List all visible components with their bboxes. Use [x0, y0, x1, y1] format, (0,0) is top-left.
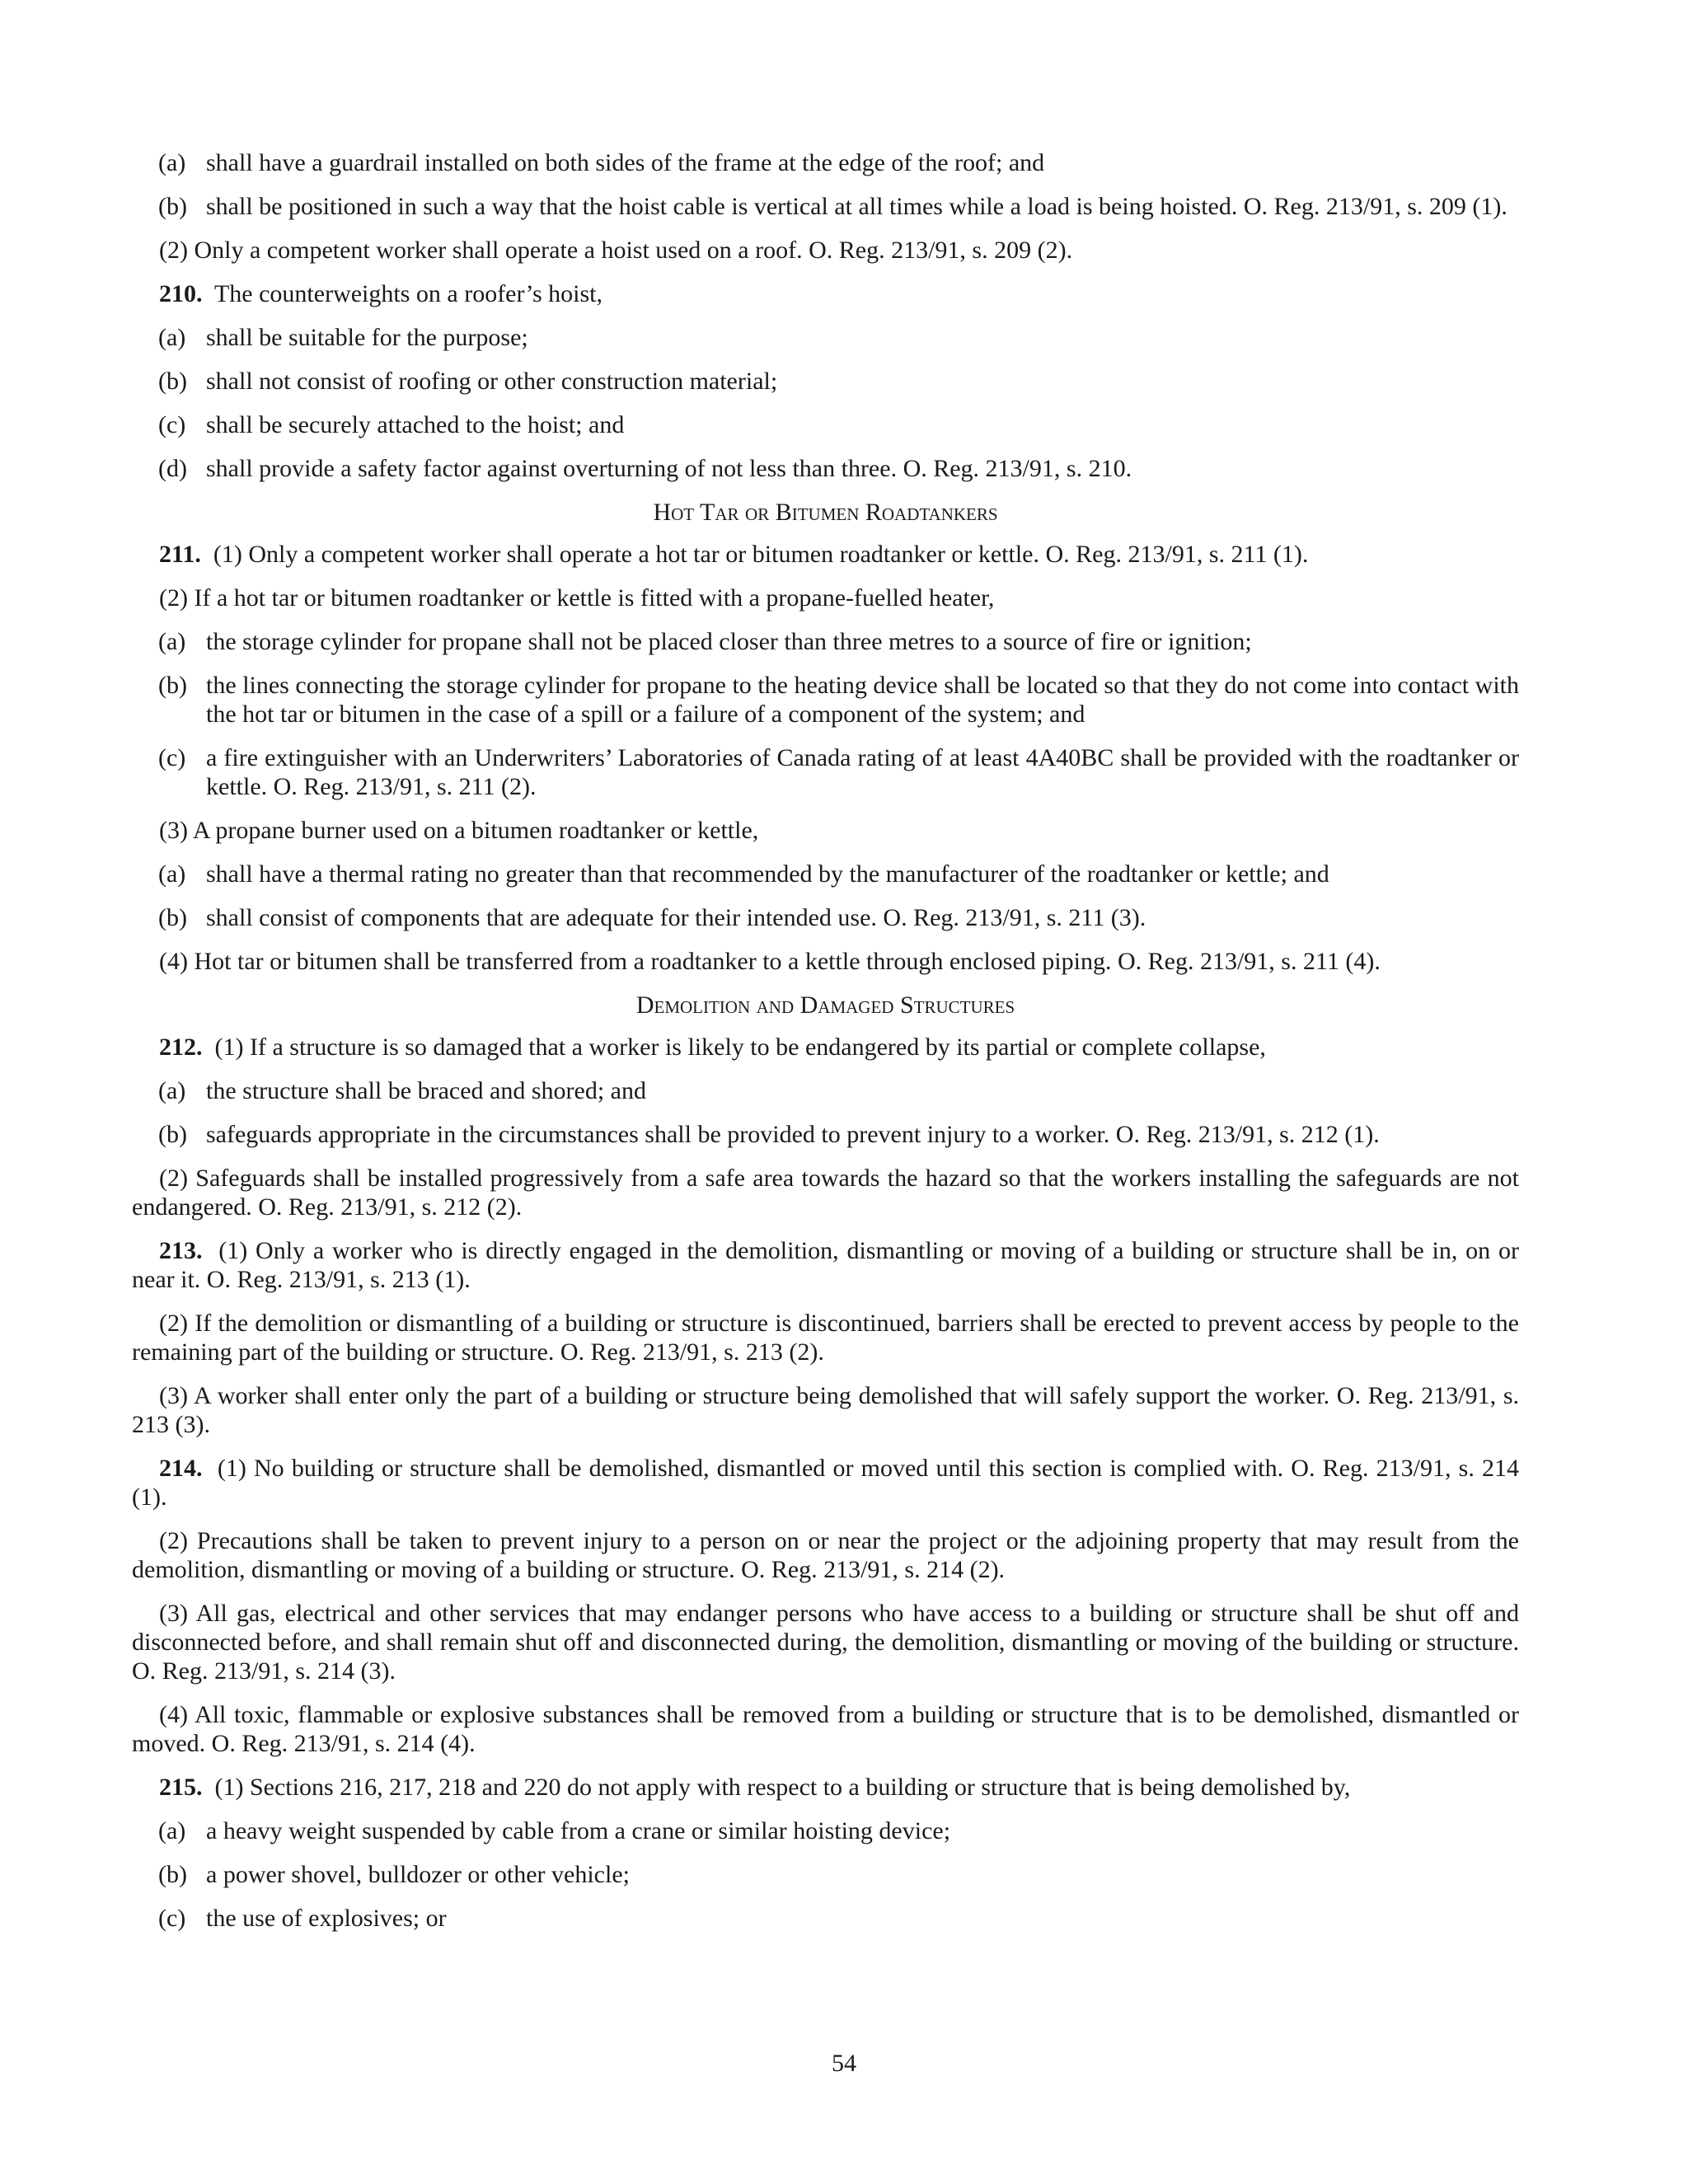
- section-paragraph: [132, 279, 1519, 308]
- section-text: (1) No building or structure shall be demolished, dismantled or moved until this section is complied with. O. Reg. 213/91, s. 214 (1).: [132, 1455, 1520, 1511]
- section-number: 215.: [159, 1774, 203, 1801]
- section-paragraph: [132, 1454, 1519, 1511]
- list-item: [132, 410, 1519, 439]
- list-item: [132, 743, 1519, 801]
- list-item: [132, 1816, 1519, 1845]
- item-text: shall provide a safety factor against overturning of not less than three. O. Reg. 213/91, s. 210.: [206, 455, 1132, 482]
- section-text: The counterweights on a roofer’s hoist,: [213, 280, 603, 307]
- section-number: 211.: [159, 541, 201, 568]
- section-number: 213.: [159, 1237, 203, 1264]
- section-paragraph: [132, 1236, 1519, 1294]
- paragraph: (2) If a hot tar or bitumen roadtanker or kettle is fitted with a propane-fuelled heater,: [159, 584, 995, 612]
- section-text: (1) Only a competent worker shall operate a hot tar or bitumen roadtanker or kettle. O. Reg. 213/91, s. 211 (1).: [213, 541, 1309, 568]
- list-item: [132, 903, 1519, 932]
- paragraph: (2) If the demolition or dismantling of a building or structure is discontinued, barriers shall be erected to prevent access by people to the remaining part of the building or structure. O. Reg. 213/91, s. 213 (2).: [132, 1310, 1519, 1366]
- list-item: [132, 671, 1519, 729]
- section-heading: Demolition and Damaged Structures: [635, 991, 1015, 1019]
- item-text: shall not consist of roofing or other construction material;: [206, 368, 778, 395]
- section-text: (1) If a structure is so damaged that a worker is likely to be endangered by its partial or complete collapse,: [214, 1033, 1266, 1061]
- item-label: (c): [158, 1905, 186, 1932]
- list-item: [132, 323, 1519, 352]
- item-text: a heavy weight suspended by cable from a crane or similar hoisting device;: [206, 1817, 951, 1844]
- item-text: the lines connecting the storage cylinder for propane to the heating device shall be located so that they do not come into contact with the hot tar or bitumen in the case of a spill or a failure of a component of the system; and: [206, 672, 1519, 728]
- paragraph: (2) Precautions shall be taken to prevent injury to a person on or near the project or the adjoining property that may result from the demolition, dismantling or moving of a building or structure. O. Reg. 213/91, s. 214 (2).: [132, 1527, 1519, 1583]
- item-label: (a): [158, 149, 186, 176]
- item-text: a fire extinguisher with an Underwriters’ Laboratories of Canada rating of at least 4A40BC shall be provided with the roadtanker or kettle. O. Reg. 213/91, s. 211 (2).: [206, 744, 1519, 800]
- item-label: (b): [158, 368, 187, 395]
- item-text: shall be securely attached to the hoist; and: [206, 411, 625, 438]
- item-text: the structure shall be braced and shored; and: [206, 1077, 646, 1104]
- list-item: [132, 367, 1519, 396]
- section-number: 212.: [159, 1033, 203, 1061]
- item-label: (d): [158, 455, 187, 482]
- item-label: (b): [158, 1861, 187, 1888]
- paragraph: (4) All toxic, flammable or explosive substances shall be removed from a building or structure that is to be demolished, dismantled or moved. O. Reg. 213/91, s. 214 (4).: [132, 1701, 1519, 1757]
- item-text: shall be suitable for the purpose;: [206, 324, 528, 351]
- section-heading: Hot Tar or Bitumen Roadtankers: [653, 499, 998, 526]
- section-paragraph: [132, 1773, 1519, 1802]
- paragraph: (4) Hot tar or bitumen shall be transferred from a roadtanker to a kettle through enclosed piping. O. Reg. 213/91, s. 211 (4).: [159, 948, 1381, 975]
- page-number: 54: [832, 2050, 856, 2077]
- list-item: [132, 454, 1519, 483]
- item-label: (b): [158, 1121, 187, 1148]
- item-text: shall have a thermal rating no greater than that recommended by the manufacturer of the roadtanker or kettle; and: [206, 860, 1329, 888]
- section-text: (1) Sections 216, 217, 218 and 220 do not apply with respect to a building or structure that is being demolished by,: [214, 1774, 1351, 1801]
- paragraph: (2) Only a competent worker shall operate a hoist used on a roof. O. Reg. 213/91, s. 209 (2).: [159, 237, 1073, 264]
- list-item: [132, 860, 1519, 888]
- item-label: (a): [158, 324, 186, 351]
- item-text: shall have a guardrail installed on both sides of the frame at the edge of the roof; and: [206, 149, 1045, 176]
- item-text: the storage cylinder for propane shall not be placed closer than three metres to a source of fire or ignition;: [206, 628, 1252, 655]
- item-label: (a): [158, 860, 186, 888]
- paragraph: (3) A worker shall enter only the part of a building or structure being demolished that will safely support the worker. O. Reg. 213/91, s. 213 (3).: [132, 1382, 1519, 1438]
- section-number: 214.: [159, 1455, 203, 1482]
- item-text: the use of explosives; or: [206, 1905, 447, 1932]
- list-item: [132, 1860, 1519, 1889]
- item-label: (b): [158, 193, 187, 220]
- paragraph: (3) All gas, electrical and other services that may endanger persons who have access to a building or structure shall be shut off and disconnected before, and shall remain shut off and disconnected during, the demolition, dismantling or moving of the building or structure. O. Reg. 213/91, s. 214 (3).: [132, 1600, 1519, 1685]
- list-item: [132, 148, 1519, 177]
- list-item: [132, 1076, 1519, 1105]
- item-label: (a): [158, 1817, 186, 1844]
- item-text: a power shovel, bulldozer or other vehicle;: [206, 1861, 630, 1888]
- item-text: shall be positioned in such a way that the hoist cable is vertical at all times while a load is being hoisted. O. Reg. 213/91, s. 209 (1).: [206, 193, 1507, 220]
- item-text: safeguards appropriate in the circumstances shall be provided to prevent injury to a worker. O. Reg. 213/91, s. 212 (1).: [206, 1121, 1380, 1148]
- list-item: [132, 627, 1519, 656]
- item-label: (a): [158, 628, 186, 655]
- document-body: [132, 148, 1519, 1947]
- item-label: (b): [158, 672, 187, 699]
- item-text: shall consist of components that are adequate for their intended use. O. Reg. 213/91, s. 211 (3).: [206, 904, 1146, 931]
- item-label: (b): [158, 904, 187, 931]
- item-label: (a): [158, 1077, 186, 1104]
- list-item: [132, 192, 1519, 221]
- paragraph: (3) A propane burner used on a bitumen roadtanker or kettle,: [159, 817, 759, 844]
- paragraph: (2) Safeguards shall be installed progressively from a safe area towards the hazard so that the workers installing the safeguards are not endangered. O. Reg. 213/91, s. 212 (2).: [132, 1165, 1519, 1221]
- section-paragraph: [132, 540, 1519, 569]
- list-item: [132, 1904, 1519, 1933]
- section-text: (1) Only a worker who is directly engaged in the demolition, dismantling or moving of a building or structure shall be in, on or near it. O. Reg. 213/91, s. 213 (1).: [132, 1237, 1520, 1293]
- item-label: (c): [158, 411, 186, 438]
- section-number: 210.: [159, 280, 203, 307]
- item-label: (c): [158, 744, 186, 771]
- section-paragraph: [132, 1033, 1519, 1062]
- list-item: [132, 1120, 1519, 1149]
